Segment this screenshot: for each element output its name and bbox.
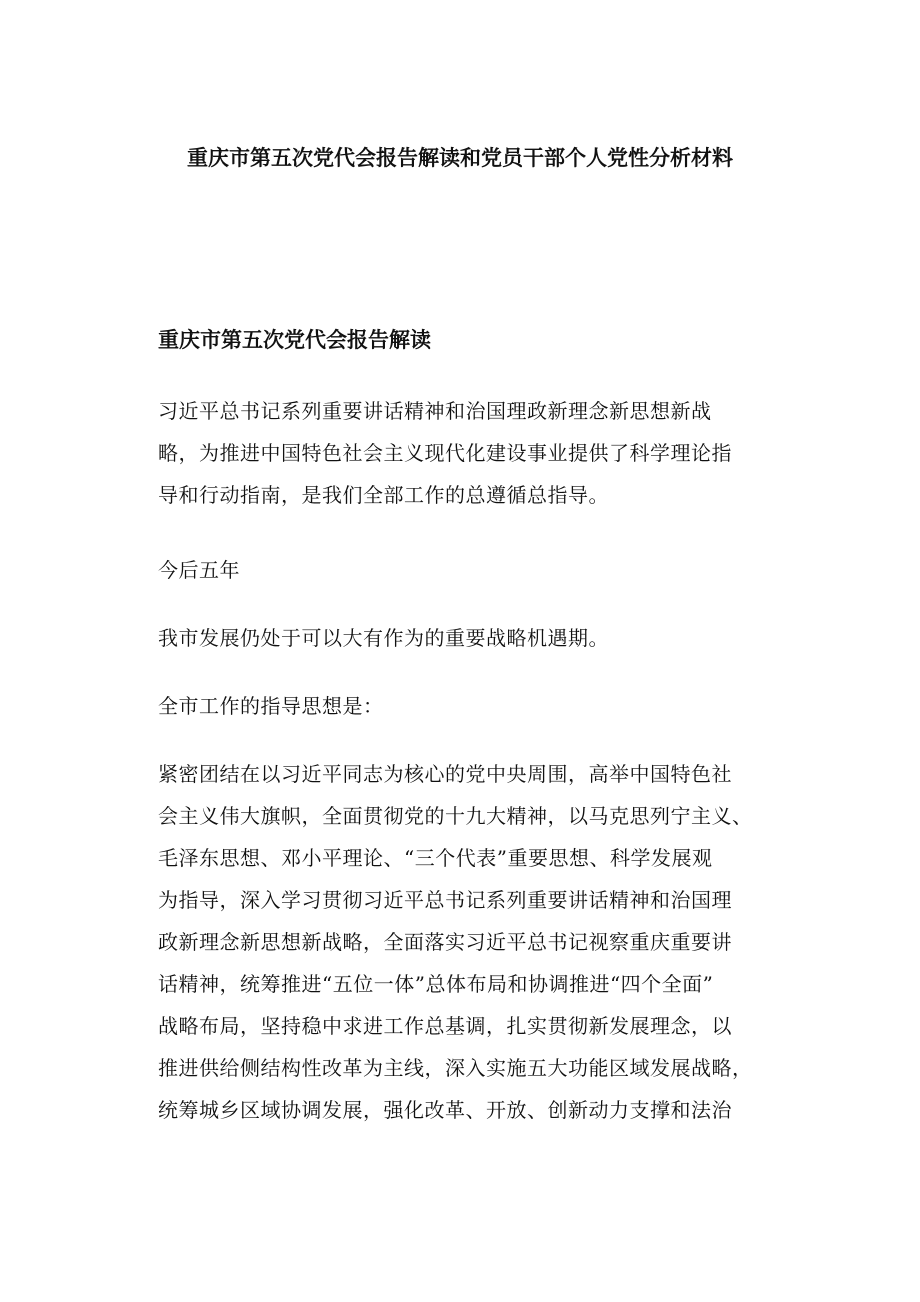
- text-line: 习近平总书记系列重要讲话精神和治国理政新理念新思想新战: [158, 399, 712, 423]
- text-line: 今后五年: [158, 558, 240, 582]
- text-line: 全市工作的指导思想是：: [158, 694, 384, 718]
- text-line: 我市发展仍处于可以大有作为的重要战略机遇期。: [158, 626, 609, 650]
- text-line: 政新理念新思想新战略，全面落实习近平总书记视察重庆重要讲: [158, 930, 732, 954]
- text-line: 略，为推进中国特色社会主义现代化建设事业提供了科学理论指: [158, 441, 732, 465]
- text-line: 毛泽东思想、邓小平理论、“三个代表”重要思想、科学发展观: [158, 846, 713, 870]
- paragraph-next-five-years: [158, 549, 763, 591]
- document-title: 重庆市第五次党代会报告解读和党员干部个人党性分析材料: [187, 145, 733, 170]
- paragraph-guiding-ideology: [158, 753, 763, 1131]
- text-line: 统筹城乡区域协调发展，强化改革、开放、创新动力支撑和法治: [158, 1098, 732, 1122]
- text-line: 为指导，深入学习贯彻习近平总书记系列重要讲话精神和治国理: [158, 888, 732, 912]
- text-line: 推进供给侧结构性改革为主线，深入实施五大功能区域发展战略，: [158, 1056, 753, 1080]
- text-line: 会主义伟大旗帜，全面贯彻党的十九大精神，以马克思列宁主义、: [158, 804, 753, 828]
- text-line: 导和行动指南，是我们全部工作的总遵循总指导。: [158, 483, 609, 507]
- text-line: 紧密团结在以习近平同志为核心的党中央周围，高举中国特色社: [158, 762, 732, 786]
- paragraph-opportunity-period: [158, 617, 763, 659]
- section-heading: 重庆市第五次党代会报告解读: [158, 327, 431, 352]
- text-line: 话精神，统筹推进“五位一体”总体布局和协调推进“四个全面”: [158, 972, 714, 996]
- text-line: 战略布局，坚持稳中求进工作总基调，扎实贯彻新发展理念，以: [158, 1014, 732, 1038]
- paragraph-intro: [158, 390, 763, 516]
- paragraph-guiding-ideology-label: [158, 685, 763, 727]
